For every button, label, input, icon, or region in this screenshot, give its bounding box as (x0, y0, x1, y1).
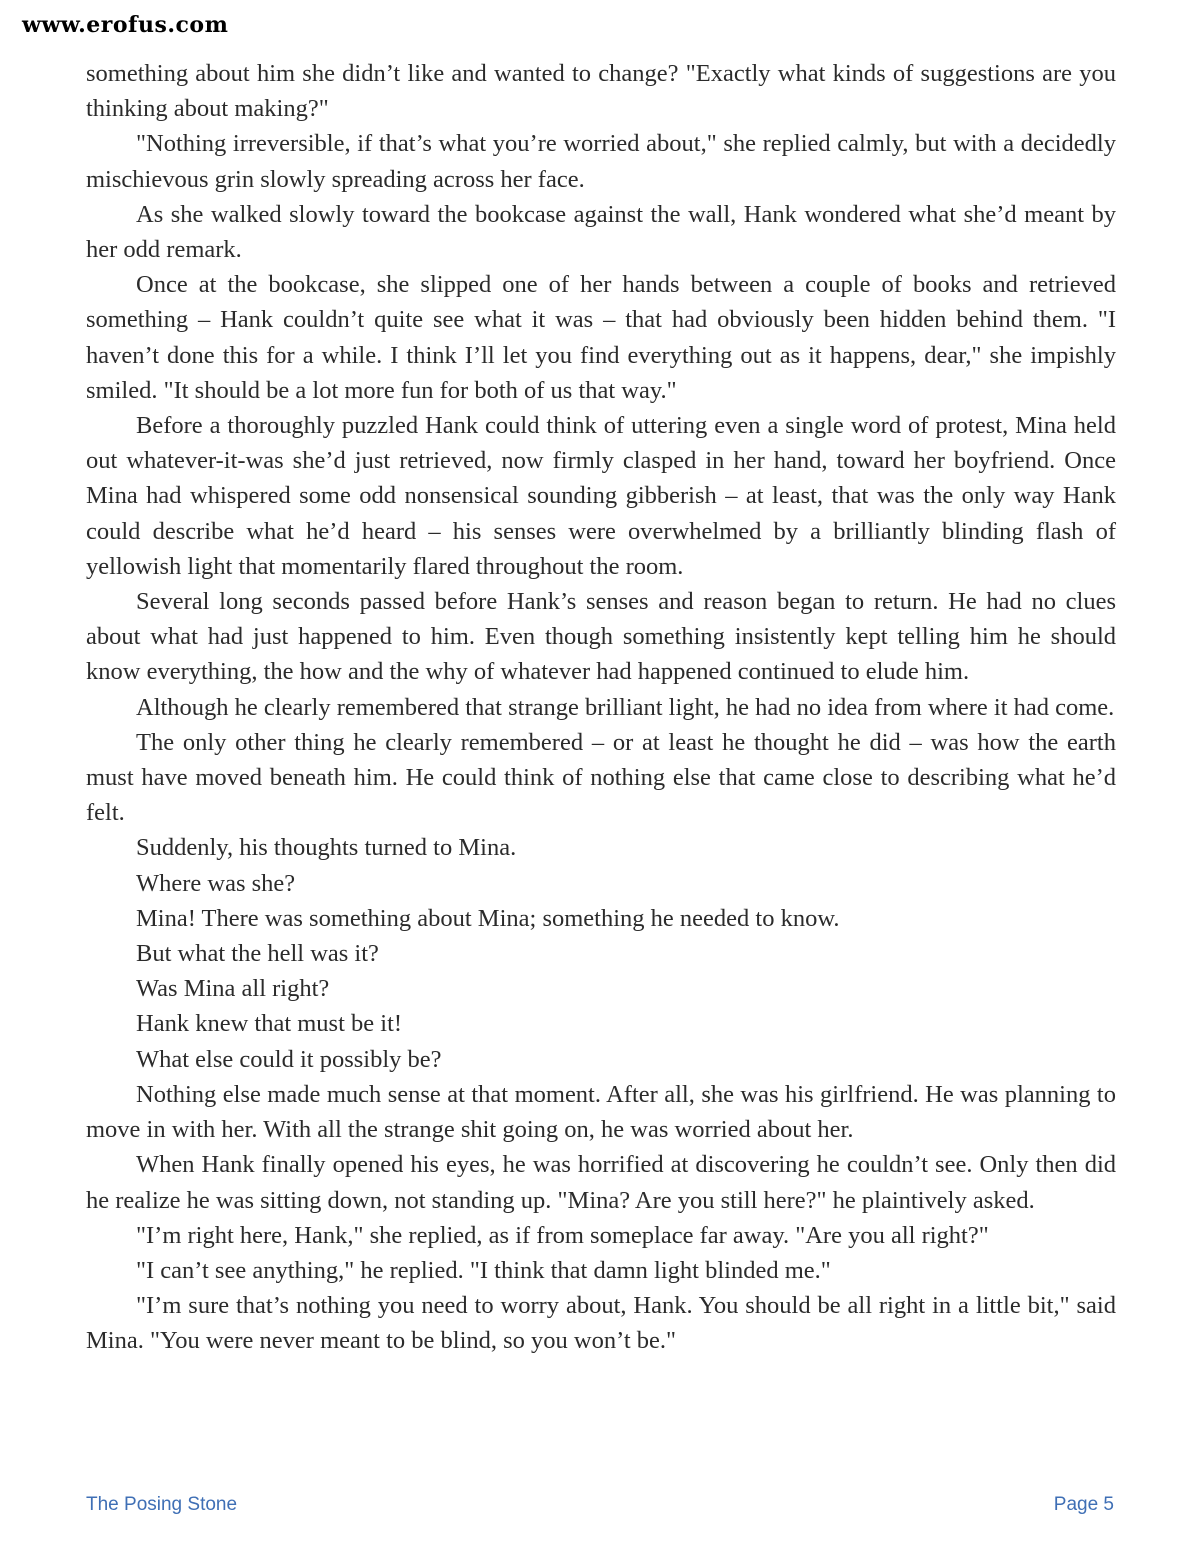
paragraph: "Nothing irreversible, if that’s what you’re worried about," she replied calmly, but with a decidedly mischievous grin slowly spreading across her face. (86, 130, 1116, 193)
paragraph: But what the hell was it? (136, 940, 379, 968)
paragraph: "I can’t see anything," he replied. "I think that damn light blinded me." (136, 1256, 831, 1284)
paragraph: Where was she? (136, 869, 296, 897)
paragraph: Before a thoroughly puzzled Hank could think of uttering even a single word of protest, Mina held out whatever-it-was she’d just retrieved, now firmly clasped in her hand, toward her boyfriend. Once Mina had whispered some odd nonsensical sounding gibberish – at least, that was the only way Hank could describe what he’d heard – his senses were overwhelmed by a brilliantly blinding flash of yellowish light that momentarily flared throughout the room. (86, 412, 1116, 580)
paragraph: something about him she didn’t like and wanted to change? "Exactly what kinds of suggestions are you thinking about making?" (86, 60, 1116, 123)
paragraph: Suddenly, his thoughts turned to Mina. (136, 834, 517, 862)
paragraph: Once at the bookcase, she slipped one of her hands between a couple of books and retrieved something – Hank couldn’t quite see what it was – that had obviously been hidden behind them. "I haven’t done this for a while. I think I’ll let you find everything out as it happens, dear," she impishly smiled. "It should be a lot more fun for both of us that way." (86, 271, 1116, 404)
paragraph: Mina! There was something about Mina; something he needed to know. (136, 904, 840, 932)
paragraph: When Hank finally opened his eyes, he was horrified at discovering he couldn’t see. Only then did he realize he was sitting down, not standing up. "Mina? Are you still here?" he plaintively asked. (86, 1151, 1116, 1214)
paragraph: Hank knew that must be it! (136, 1010, 403, 1038)
paragraph: The only other thing he clearly remembered – or at least he thought he did – was how the earth must have moved beneath him. He could think of nothing else that came close to describing what he’d felt. (86, 728, 1116, 827)
page-body (86, 56, 1116, 1359)
paragraph: Several long seconds passed before Hank’s senses and reason began to return. He had no clues about what had just happened to him. Even though something insistently kept telling him he should know everything, the how and the why of whatever had happened continued to elude him. (86, 588, 1116, 686)
paragraph: "I’m right here, Hank," she replied, as if from someplace far away. "Are you all right?" (136, 1221, 989, 1249)
footer-book-title: The Posing Stone (86, 1494, 238, 1515)
paragraph: Was Mina all right? (136, 975, 330, 1003)
watermark: www.erofus.com (22, 12, 229, 38)
paragraph: Nothing else made much sense at that moment. After all, she was his girlfriend. He was planning to move in with her. With all the strange shit going on, he was worried about her. (86, 1080, 1116, 1144)
paragraph: What else could it possibly be? (136, 1045, 442, 1073)
paragraph: As she walked slowly toward the bookcase against the wall, Hank wondered what she’d meant by her odd remark. (86, 200, 1116, 264)
paragraph: Although he clearly remembered that strange brilliant light, he had no idea from where it had come. (136, 693, 1115, 721)
footer-page-number: Page 5 (1053, 1494, 1114, 1515)
paragraph: "I’m sure that’s nothing you need to worry about, Hank. You should be all right in a little bit," said Mina. "You were never meant to be blind, so you won’t be." (86, 1292, 1116, 1355)
